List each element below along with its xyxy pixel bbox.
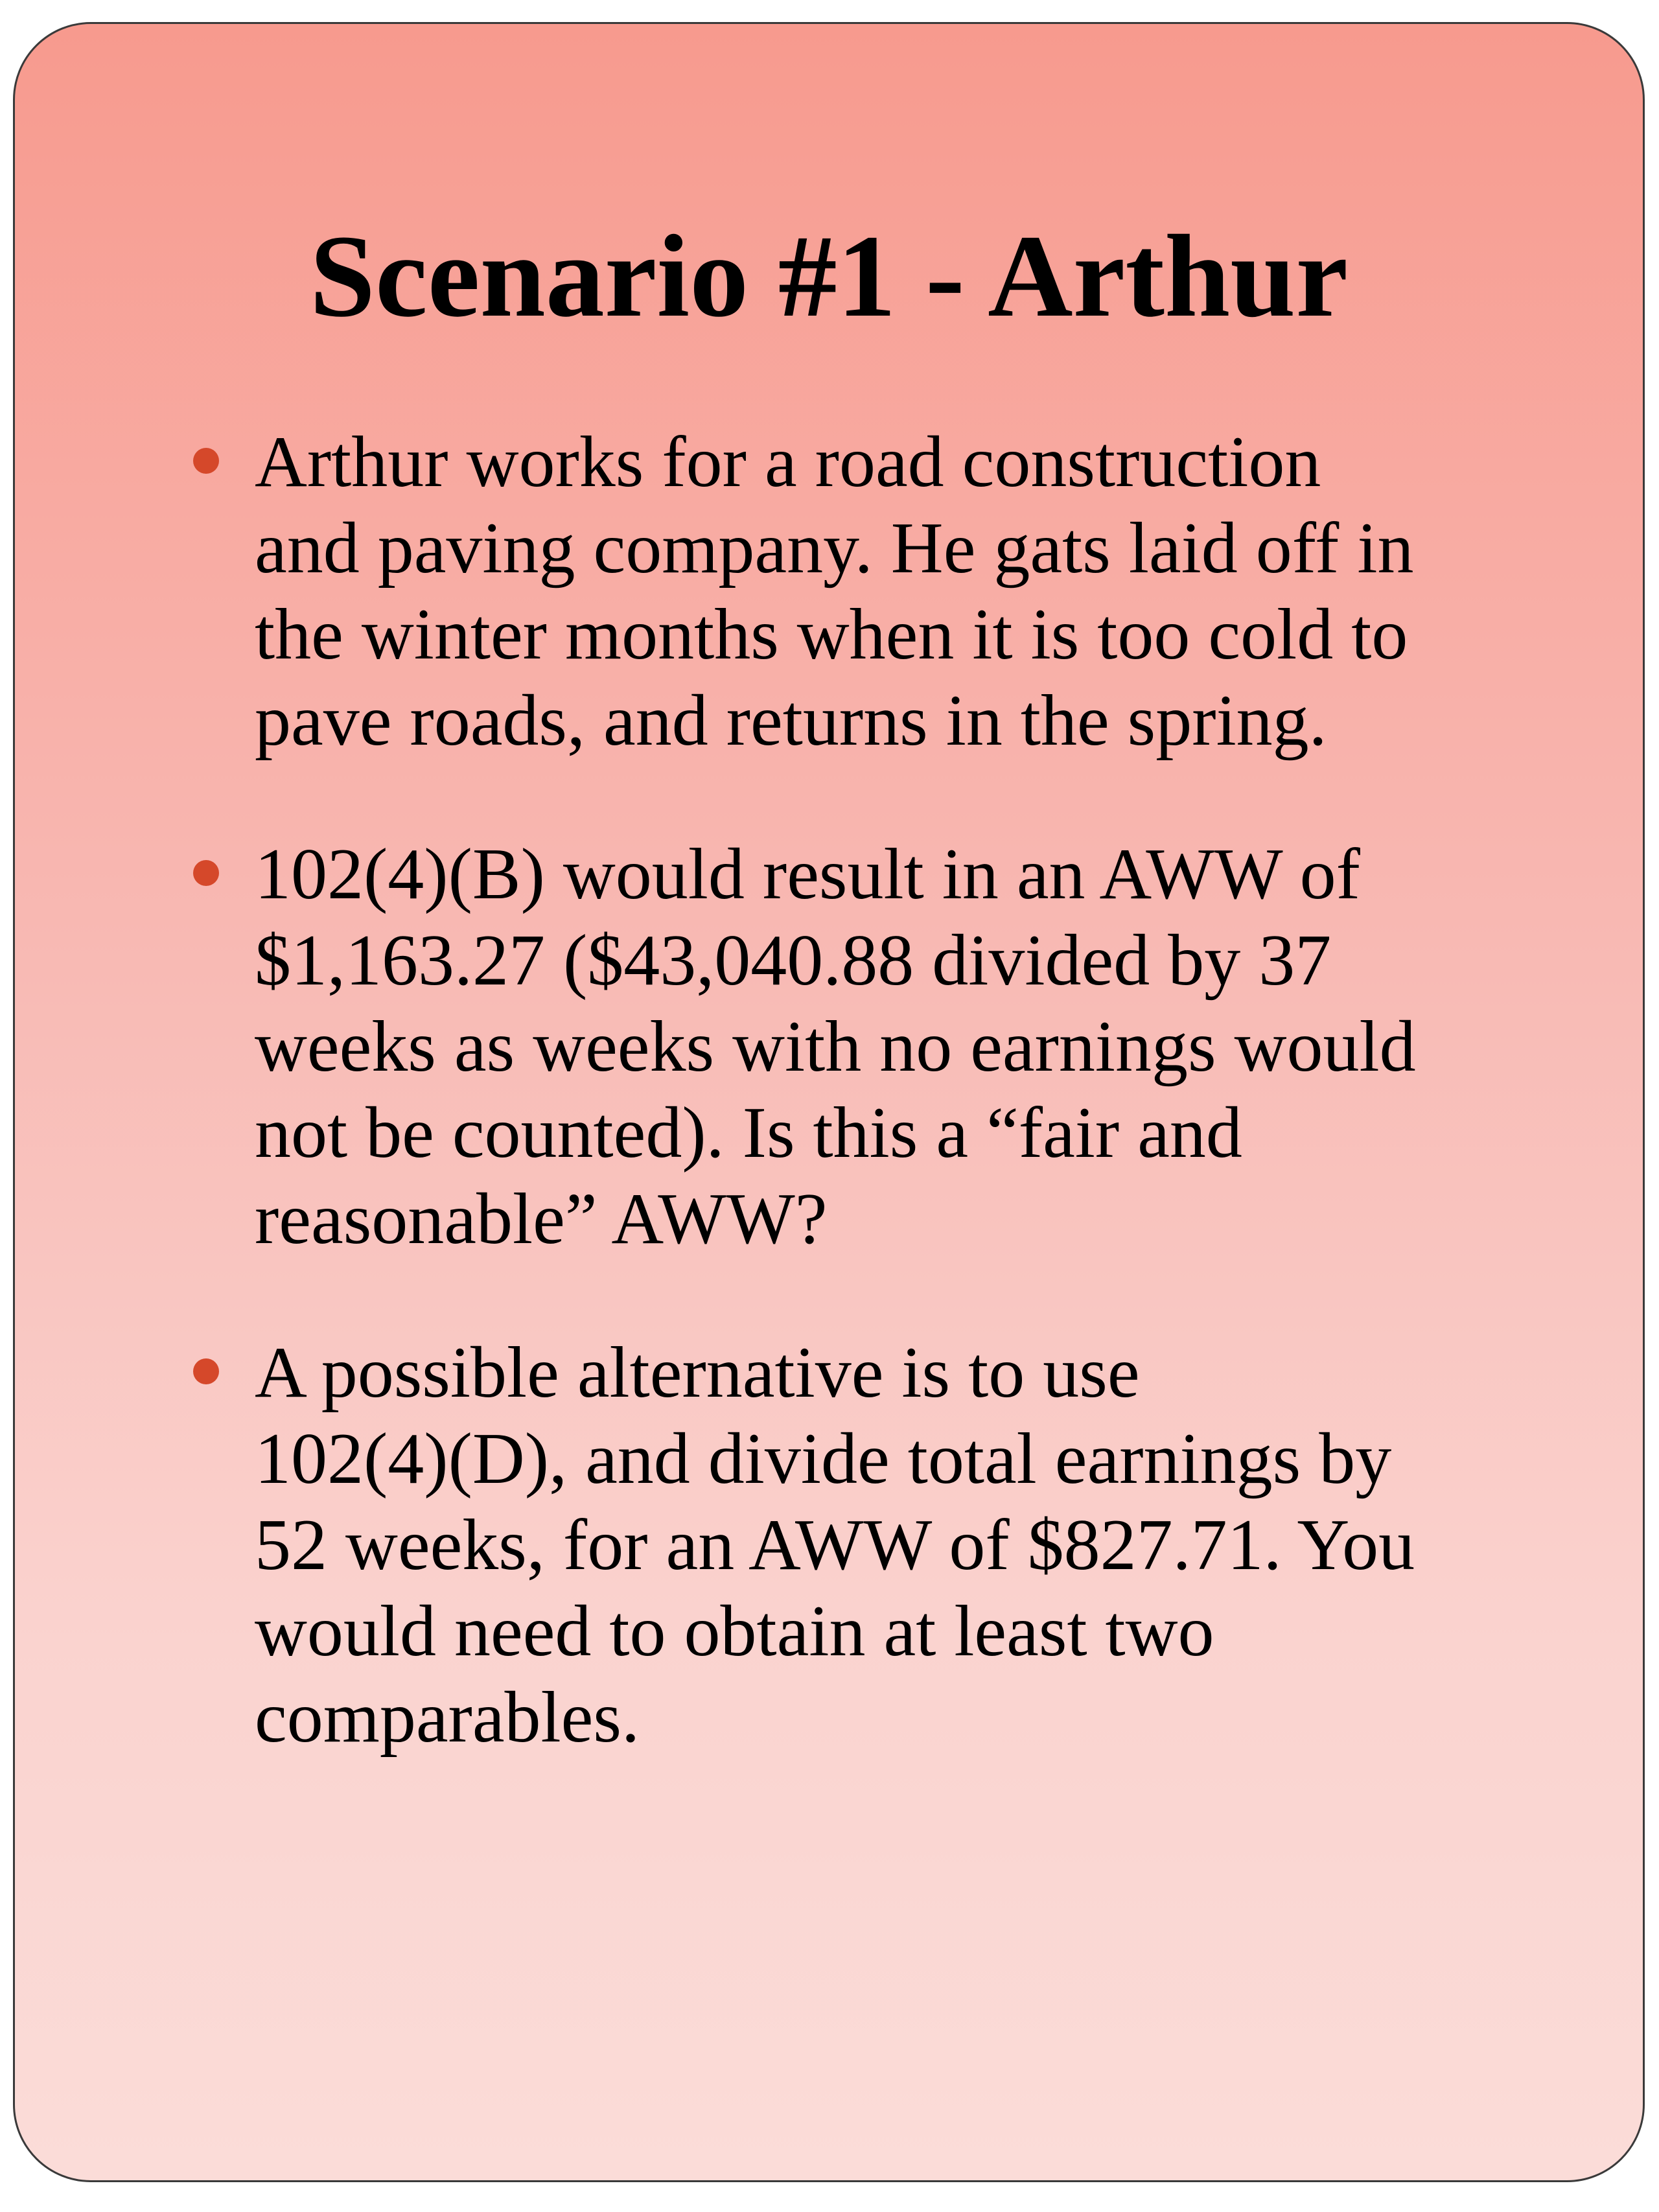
bullet-text-line: the winter months when it is too cold to (255, 594, 1408, 675)
slide-title: Scenario #1 - Arthur (309, 211, 1349, 342)
bullet-text-line: pave roads, and returns in the spring. (255, 681, 1327, 761)
bullet-item (255, 832, 1590, 1263)
bullet-text-line: weeks as weeks with no earnings would (255, 1007, 1416, 1087)
bullet-dot-icon (193, 448, 219, 474)
bullet-text-line: A possible alternative is to use (255, 1333, 1140, 1413)
bullet-text-line: 102(4)(B) would result in an AWW of (255, 834, 1360, 914)
bullet-text-line: Arthur works for a road construction (255, 422, 1321, 502)
bullet-list (255, 419, 1590, 1828)
bullet-dot-icon (193, 1358, 219, 1384)
bullet-text-line: 52 weeks, for an AWW of $827.71. You (255, 1505, 1415, 1585)
bullet-dot-icon (193, 860, 219, 886)
bullet-text-line: 102(4)(D), and divide total earnings by (255, 1419, 1392, 1499)
bullet-text-line: not be counted). Is this a “fair and (255, 1093, 1242, 1173)
bullet-item (255, 419, 1590, 764)
bullet-text-line: comparables. (255, 1677, 640, 1758)
bullet-text-line: would need to obtain at least two (255, 1591, 1214, 1671)
bullet-text-line: and paving company. He gats laid off in (255, 508, 1414, 588)
bullet-item (255, 1330, 1590, 1761)
bullet-text-line: reasonable” AWW? (255, 1179, 828, 1259)
bullet-text-line: $1,163.27 ($43,040.88 divided by 37 (255, 920, 1332, 1001)
slide (13, 22, 1645, 2182)
